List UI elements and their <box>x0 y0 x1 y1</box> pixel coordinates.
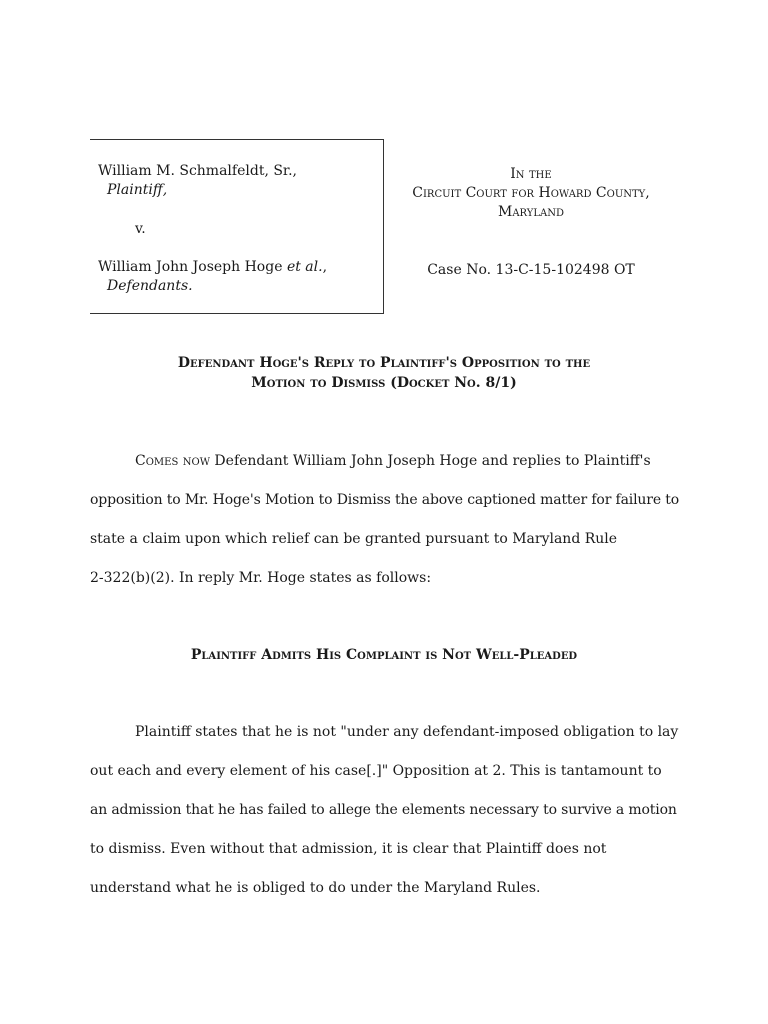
defendant-role: Defendants. <box>107 278 193 294</box>
section-line-4: to dismiss. Even without that admission, it is clear that Plaintiff does not <box>90 841 607 857</box>
defendant-et-al-comma: , <box>322 259 328 275</box>
section-line-1: Plaintiff states that he is not "under any defendant-imposed obligation to lay <box>135 724 679 740</box>
defendant-et-al: et al. <box>286 259 323 275</box>
section-line-3: an admission that he has failed to allege the elements necessary to survive a motion <box>90 802 677 818</box>
section-line-5: understand what he is obliged to do under the Maryland Rules. <box>90 880 541 896</box>
intro-line-1 <box>135 452 651 470</box>
versus-label: v. <box>135 221 146 237</box>
court-line-3: Maryland <box>497 204 564 220</box>
intro-line-4: 2-322(b)(2). In reply Mr. Hoge states as follows: <box>90 570 432 586</box>
intro-line-2: opposition to Mr. Hoge's Motion to Dismiss the above captioned matter for failure to <box>90 492 680 508</box>
comes-now-label: Comes now <box>135 453 210 469</box>
section-line-2: out each and every element of his case[.]" Opposition at 2. This is tantamount to <box>90 763 662 779</box>
defendant-line <box>98 258 327 276</box>
case-caption-box <box>90 139 384 314</box>
document-title-line-2: Motion to Dismiss (Docket No. 8/1) <box>251 375 517 391</box>
court-line-2: Circuit Court for Howard County, <box>412 185 650 201</box>
section-heading: Plaintiff Admits His Complaint is Not Well-Pleaded <box>190 647 578 663</box>
court-line-1: In the <box>510 166 552 182</box>
case-number: Case No. 13-C-15-102498 OT <box>427 262 635 278</box>
plaintiff-name: William M. Schmalfeldt, Sr., <box>98 163 297 179</box>
plaintiff-role: Plaintiff, <box>107 182 168 198</box>
document-title-line-1: Defendant Hoge's Reply to Plaintiff's Opposition to the <box>177 355 591 371</box>
defendant-name: William John Joseph Hoge <box>98 259 283 275</box>
court-block <box>390 165 672 222</box>
intro-line-1-text: Defendant William John Joseph Hoge and replies to Plaintiff's <box>209 453 651 469</box>
intro-line-3: state a claim upon which relief can be granted pursuant to Maryland Rule <box>90 531 618 547</box>
